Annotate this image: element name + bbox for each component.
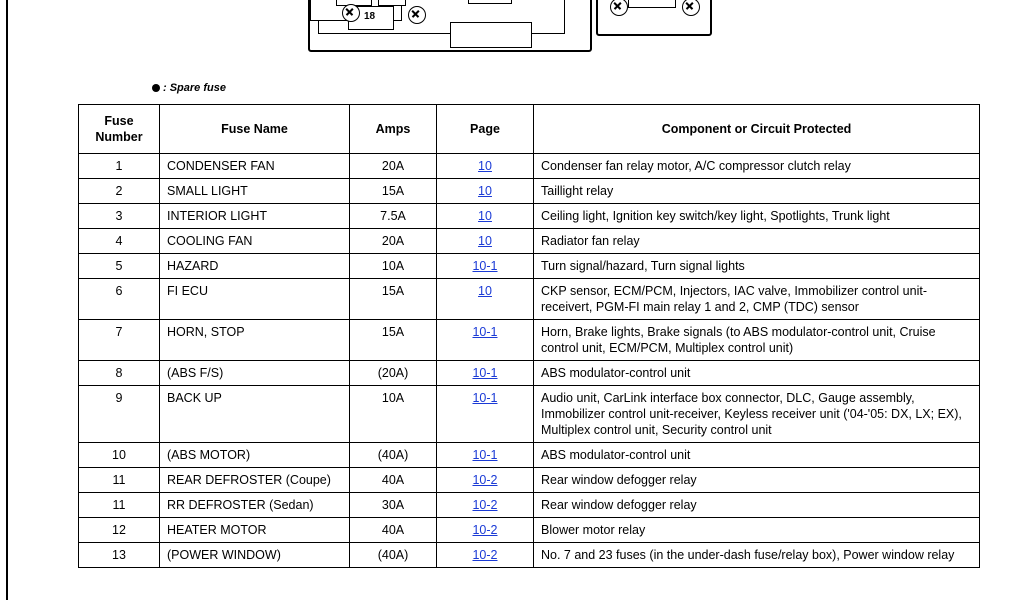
table-row [79, 154, 980, 179]
page-left-rule [6, 0, 8, 600]
fuse-slot-18-label: 18 [364, 11, 376, 22]
cell-amps: 10A [350, 254, 437, 279]
cell-fuse-name: COOLING FAN [160, 229, 350, 254]
page-link[interactable]: 10-2 [437, 543, 534, 568]
cell-fuse-name: BACK UP [160, 386, 350, 443]
fuse-table-header [79, 105, 980, 154]
terminal-screw-2 [408, 6, 426, 24]
cell-component: Rear window defogger relay [534, 468, 980, 493]
cell-fuse-number: 9 [79, 386, 160, 443]
cell-fuse-number: 5 [79, 254, 160, 279]
spare-fuse-dot-icon [152, 84, 160, 92]
header-fuse-number-line1: Fuse [104, 114, 134, 128]
cell-fuse-name: REAR DEFROSTER (Coupe) [160, 468, 350, 493]
cell-fuse-number: 6 [79, 279, 160, 320]
cell-amps: 7.5A [350, 204, 437, 229]
cell-fuse-number: 3 [79, 204, 160, 229]
table-row [79, 443, 980, 468]
cell-fuse-number: 10 [79, 443, 160, 468]
cell-amps: 30A [350, 493, 437, 518]
cell-component: Ceiling light, Ignition key switch/key light, Spotlights, Trunk light [534, 204, 980, 229]
cell-amps: (20A) [350, 361, 437, 386]
cell-fuse-number: 4 [79, 229, 160, 254]
cell-amps: 40A [350, 518, 437, 543]
cell-component: Radiator fan relay [534, 229, 980, 254]
cell-fuse-name: (ABS F/S) [160, 361, 350, 386]
cell-component: ABS modulator-control unit [534, 443, 980, 468]
cell-component: Rear window defogger relay [534, 493, 980, 518]
cell-amps: 15A [350, 279, 437, 320]
cell-component: Audio unit, CarLink interface box connector, DLC, Gauge assembly, Immobilizer control unit-receiver, Keyless receiver unit ('04-'05: DX, LX; EX), Multiplex control unit, Security control unit [534, 386, 980, 443]
cell-fuse-number: 2 [79, 179, 160, 204]
cell-amps: (40A) [350, 543, 437, 568]
page-link[interactable]: 10 [437, 179, 534, 204]
cell-fuse-number: 8 [79, 361, 160, 386]
cell-component: Condenser fan relay motor, A/C compressor clutch relay [534, 154, 980, 179]
cell-amps: 10A [350, 386, 437, 443]
table-row [79, 179, 980, 204]
header-fuse-name: Fuse Name [160, 105, 350, 154]
cell-amps: (40A) [350, 443, 437, 468]
cell-fuse-name: FI ECU [160, 279, 350, 320]
cell-component: Blower motor relay [534, 518, 980, 543]
table-row [79, 320, 980, 361]
cell-amps: 15A [350, 179, 437, 204]
cell-fuse-name: HEATER MOTOR [160, 518, 350, 543]
table-header-row [79, 105, 980, 154]
fuse-slot-19 [468, 0, 512, 4]
page-link[interactable]: 10 [437, 154, 534, 179]
header-fuse-number-line2: Number [95, 130, 143, 144]
cell-fuse-name: HAZARD [160, 254, 350, 279]
cell-component: ABS modulator-control unit [534, 361, 980, 386]
cell-component: No. 7 and 23 fuses (in the under-dash fuse/relay box), Power window relay [534, 543, 980, 568]
cell-fuse-number: 13 [79, 543, 160, 568]
cell-fuse-name: INTERIOR LIGHT [160, 204, 350, 229]
page-link[interactable]: 10-2 [437, 468, 534, 493]
cell-fuse-number: 1 [79, 154, 160, 179]
under-hood-fuse-relay-box-diagram [300, 0, 750, 80]
header-page: Page [437, 105, 534, 154]
page-link[interactable]: 10 [437, 279, 534, 320]
page-link[interactable]: 10 [437, 229, 534, 254]
cell-fuse-number: 11 [79, 468, 160, 493]
table-row [79, 279, 980, 320]
header-amps: Amps [350, 105, 437, 154]
cell-amps: 20A [350, 229, 437, 254]
cell-component: Taillight relay [534, 179, 980, 204]
header-fuse-number [79, 105, 160, 154]
table-row [79, 543, 980, 568]
terminal-screw-1 [342, 4, 360, 22]
connector-strip-left [450, 22, 532, 48]
page-link[interactable]: 10-2 [437, 493, 534, 518]
cell-component: Turn signal/hazard, Turn signal lights [534, 254, 980, 279]
cell-component: Horn, Brake lights, Brake signals (to ABS modulator-control unit, Cruise control unit, ECM/PCM, Multiplex control unit) [534, 320, 980, 361]
fuse-list-table [78, 104, 980, 568]
page-link[interactable]: 10-1 [437, 254, 534, 279]
page-link[interactable]: 10-1 [437, 361, 534, 386]
cell-amps: 15A [350, 320, 437, 361]
table-row [79, 386, 980, 443]
fuse-slot-20 [628, 0, 676, 8]
cell-component: CKP sensor, ECM/PCM, Injectors, IAC valve, Immobilizer control unit-receivert, PGM-FI main relay 1 and 2, CMP (TDC) sensor [534, 279, 980, 320]
cell-fuse-number: 12 [79, 518, 160, 543]
page-link[interactable]: 10-2 [437, 518, 534, 543]
table-row [79, 493, 980, 518]
fuse-table-body [79, 154, 980, 568]
spare-fuse-legend [152, 82, 226, 94]
page-link[interactable]: 10-1 [437, 443, 534, 468]
cell-fuse-number: 7 [79, 320, 160, 361]
cell-fuse-name: (POWER WINDOW) [160, 543, 350, 568]
table-row [79, 468, 980, 493]
cell-amps: 40A [350, 468, 437, 493]
page-link[interactable]: 10 [437, 204, 534, 229]
cell-fuse-name: SMALL LIGHT [160, 179, 350, 204]
table-row [79, 518, 980, 543]
spare-fuse-legend-text: : Spare fuse [163, 82, 226, 95]
cell-fuse-name: (ABS MOTOR) [160, 443, 350, 468]
cell-fuse-name: RR DEFROSTER (Sedan) [160, 493, 350, 518]
page-link[interactable]: 10-1 [437, 320, 534, 361]
header-component: Component or Circuit Protected [534, 105, 980, 154]
table-row [79, 254, 980, 279]
cell-amps: 20A [350, 154, 437, 179]
cell-fuse-name: HORN, STOP [160, 320, 350, 361]
cell-fuse-name: CONDENSER FAN [160, 154, 350, 179]
table-row [79, 361, 980, 386]
cell-fuse-number: 11 [79, 493, 160, 518]
table-row [79, 229, 980, 254]
table-row [79, 204, 980, 229]
page-link[interactable]: 10-1 [437, 386, 534, 443]
